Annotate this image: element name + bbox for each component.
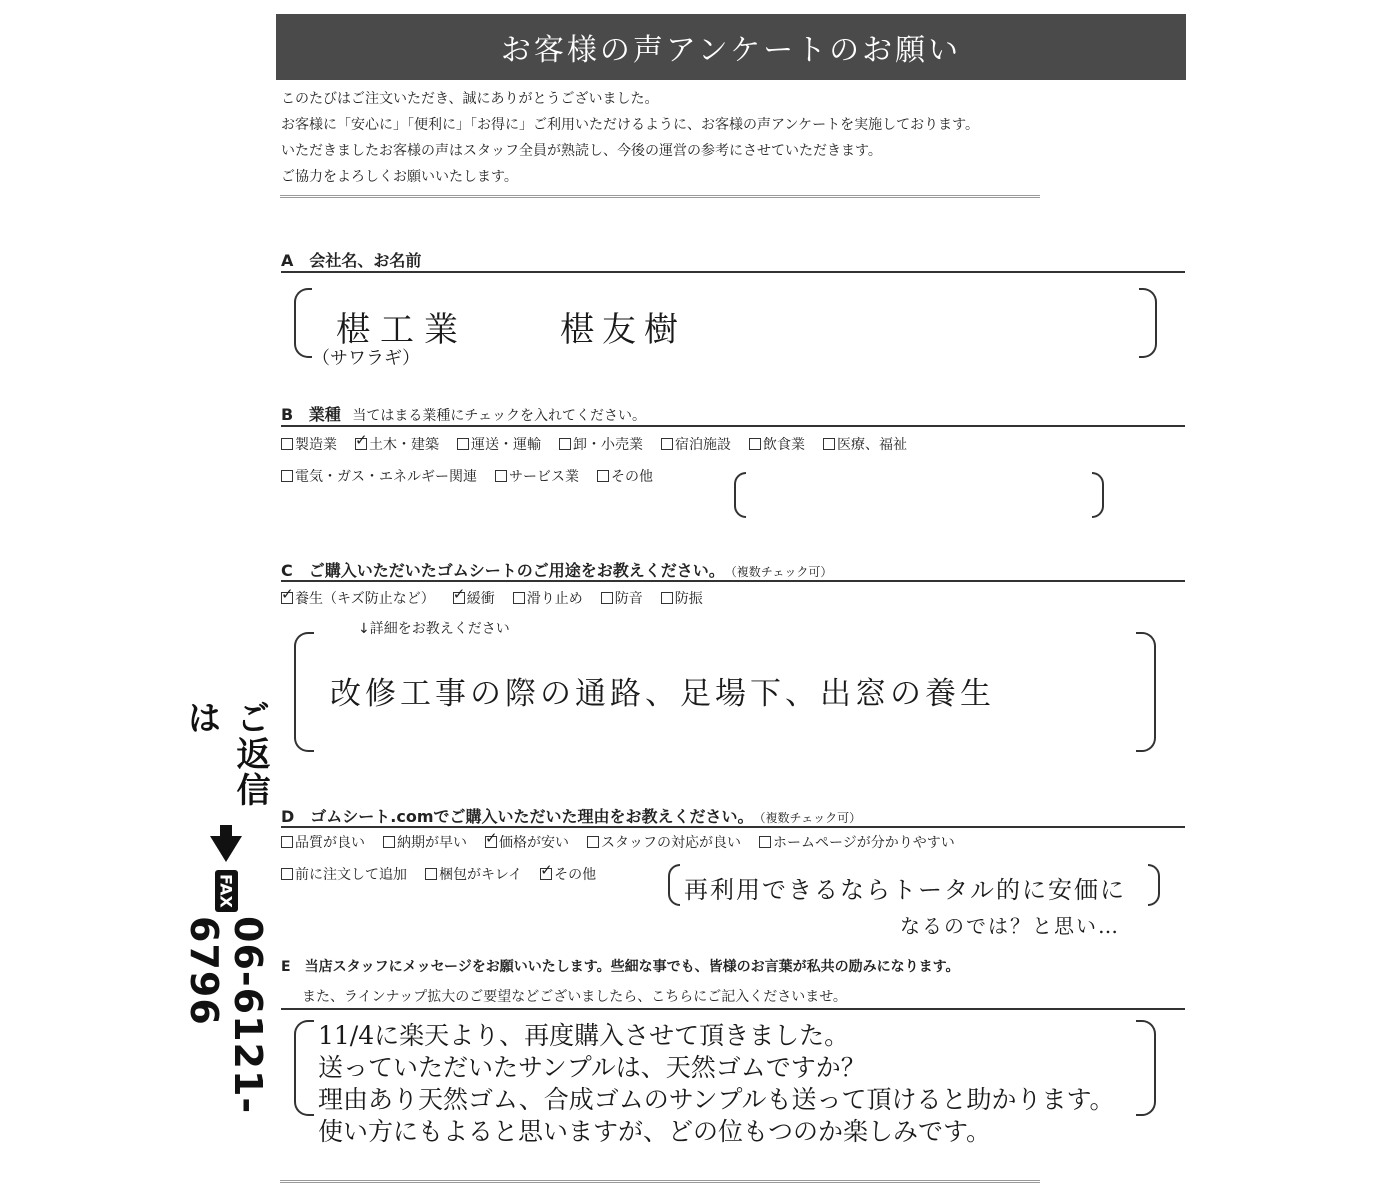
checkbox[interactable] xyxy=(749,438,761,450)
section-b-letter: B xyxy=(281,405,294,424)
usage-options-row xyxy=(281,585,703,608)
checkbox[interactable] xyxy=(457,438,469,450)
checkbox[interactable] xyxy=(281,868,293,880)
section-b-desc: 当てはまる業種にチェックを入れてください。 xyxy=(352,408,646,424)
checkbox[interactable] xyxy=(559,438,571,450)
reply-label: ご返信は xyxy=(181,700,270,808)
checkbox[interactable] xyxy=(759,836,771,848)
company-reading: （サワラギ） xyxy=(312,348,420,369)
intro-line: ご協力をよろしくお願いいたします。 xyxy=(281,169,518,185)
section-b-rule xyxy=(281,425,1185,427)
section-d-rule xyxy=(281,826,1185,828)
usage-option[interactable]: ✓ 緩衝 xyxy=(452,585,495,607)
reason-option[interactable]: スタッフの対応が良い xyxy=(587,832,741,852)
message-field[interactable] xyxy=(318,1020,1115,1148)
checkbox-checked[interactable]: ✓ xyxy=(540,861,553,879)
reason-option[interactable]: ✓ 価格が安い xyxy=(485,829,569,851)
reason-option[interactable]: 前に注文して追加 xyxy=(281,864,407,884)
other-industry-field[interactable] xyxy=(746,474,1090,512)
other-reason-bracket-left xyxy=(668,864,680,906)
other-industry-bracket-left xyxy=(734,472,746,518)
industry-option[interactable]: 運送・運輸 xyxy=(457,434,541,454)
checkbox[interactable] xyxy=(425,868,437,880)
fax-reply-panel xyxy=(181,700,270,1170)
message-bracket-right xyxy=(1136,1020,1156,1116)
industry-options-row-1 xyxy=(281,431,907,454)
industry-option[interactable]: その他 xyxy=(597,466,653,486)
section-b-title: 業種 xyxy=(308,405,341,424)
section-e-subheading: また、ラインナップ拡大のご要望などございましたら、こちらにご記入くださいませ。 xyxy=(302,989,847,1005)
industry-option[interactable]: 製造業 xyxy=(281,434,337,454)
checkbox-checked[interactable]: ✓ xyxy=(452,585,466,603)
down-arrow-icon xyxy=(210,836,242,862)
checkbox[interactable] xyxy=(513,592,525,604)
other-industry-bracket-right xyxy=(1092,472,1104,518)
usage-bracket-right xyxy=(1136,632,1156,752)
usage-option[interactable]: 防振 xyxy=(661,588,703,608)
down-arrow-icon-stem xyxy=(220,825,232,837)
section-c-heading: C ご購入いただいたゴムシートのご用途をお教えください。 （複数チェック可） xyxy=(281,561,833,580)
answer-bracket-left xyxy=(294,288,312,358)
reason-option[interactable]: 納期が早い xyxy=(383,832,467,852)
multi-check-note: （複数チェック可） xyxy=(730,565,833,579)
fax-number: 06-6121-6796 xyxy=(182,916,270,1115)
intro-text xyxy=(281,86,979,190)
message-line: 送っていただいたサンプルは、天然ゴムですか？ xyxy=(318,1053,866,1082)
section-e-heading: E 当店スタッフにメッセージをお願いいたします。些細な事でも、皆様のお言葉が私共の励みになります。 xyxy=(281,959,960,975)
checkbox[interactable] xyxy=(661,592,673,604)
checkbox[interactable] xyxy=(281,470,293,482)
message-bracket-left xyxy=(294,1020,314,1116)
checkbox-checked[interactable]: ✓ xyxy=(355,431,368,449)
reason-options-row-1 xyxy=(281,829,955,852)
other-reason-field-line-2: なるのでは？と思い… xyxy=(900,914,1120,938)
checkbox[interactable] xyxy=(281,438,293,450)
section-e-rule xyxy=(281,1008,1185,1010)
detail-prompt: ↓詳細をお教えください xyxy=(358,621,510,637)
multi-check-note: （複数チェック可） xyxy=(759,811,862,825)
industry-options-row-2 xyxy=(281,466,653,486)
company-name-field[interactable]: 椹工業 xyxy=(336,310,468,350)
usage-option[interactable]: 滑り止め xyxy=(513,588,583,608)
industry-option[interactable]: サービス業 xyxy=(495,466,579,486)
industry-option[interactable]: 飲食業 xyxy=(749,434,805,454)
reason-option[interactable]: 品質が良い xyxy=(281,832,365,852)
checkbox[interactable] xyxy=(661,438,673,450)
reason-option[interactable]: 梱包がキレイ xyxy=(425,864,522,884)
reason-options-row-2 xyxy=(281,861,597,884)
checkbox[interactable] xyxy=(587,836,599,848)
checkbox[interactable] xyxy=(597,470,609,482)
other-reason-bracket-right xyxy=(1148,864,1160,906)
section-b-heading xyxy=(281,402,646,425)
checkbox[interactable] xyxy=(823,438,835,450)
divider xyxy=(280,195,1040,198)
checkbox[interactable] xyxy=(601,592,613,604)
intro-line: いただきましたお客様の声はスタッフ全員が熟読し、今後の運営の参考にさせていただきます。 xyxy=(281,143,882,159)
checkbox-checked[interactable]: ✓ xyxy=(281,585,294,603)
section-a-rule xyxy=(281,271,1185,273)
section-c-rule xyxy=(281,580,1185,582)
industry-option[interactable]: 卸・小売業 xyxy=(559,434,643,454)
usage-option[interactable]: ✓ 養生（キズ防止など） xyxy=(281,585,435,607)
message-line: 理由あり天然ゴム、合成ゴムのサンプルも送って頂けると助かります。 xyxy=(318,1085,1115,1114)
message-line: 11/4に楽天より、再度購入させて頂きました。 xyxy=(318,1021,850,1050)
fax-badge: FAX xyxy=(215,870,238,912)
checkbox[interactable] xyxy=(383,836,395,848)
checkbox[interactable] xyxy=(495,470,507,482)
checkbox[interactable] xyxy=(281,836,293,848)
reason-option[interactable]: ホームページが分かりやすい xyxy=(759,832,955,852)
industry-option[interactable]: 宿泊施設 xyxy=(661,434,731,454)
section-a-heading: A 会社名、お名前 xyxy=(281,251,422,270)
usage-option[interactable]: 防音 xyxy=(601,588,643,608)
usage-bracket-left xyxy=(294,632,314,752)
usage-detail-field[interactable]: 改修工事の際の通路、足場下、出窓の養生 xyxy=(330,676,995,712)
message-line: 使い方にもよると思いますが、どの位もつのか楽しみです。 xyxy=(318,1117,992,1146)
person-name-field[interactable]: 椹友樹 xyxy=(560,310,686,350)
divider xyxy=(280,1180,1040,1183)
industry-option[interactable]: 電気・ガス・エネルギー関連 xyxy=(281,466,477,486)
checkbox-checked[interactable]: ✓ xyxy=(485,829,498,847)
other-reason-field[interactable]: 再利用できるならトータル的に安価に xyxy=(684,876,1126,904)
reason-option[interactable]: ✓ その他 xyxy=(540,861,597,883)
page-title: お客様の声アンケートのお願い xyxy=(276,14,1186,80)
intro-line: お客様に「安心に」「便利に」「お得に」ご利用いただけるように、お客様の声アンケートを実施しております。 xyxy=(281,117,980,133)
intro-line: このたびはご注文いただき、誠にありがとうございました。 xyxy=(281,91,659,107)
section-d-heading: D ゴムシート.comでご購入いただいた理由をお教えください。 （複数チェック可） xyxy=(281,807,862,826)
industry-option[interactable]: 医療、福祉 xyxy=(823,434,907,454)
answer-bracket-right xyxy=(1139,288,1157,358)
industry-option[interactable]: ✓ 土木・建築 xyxy=(355,431,439,453)
